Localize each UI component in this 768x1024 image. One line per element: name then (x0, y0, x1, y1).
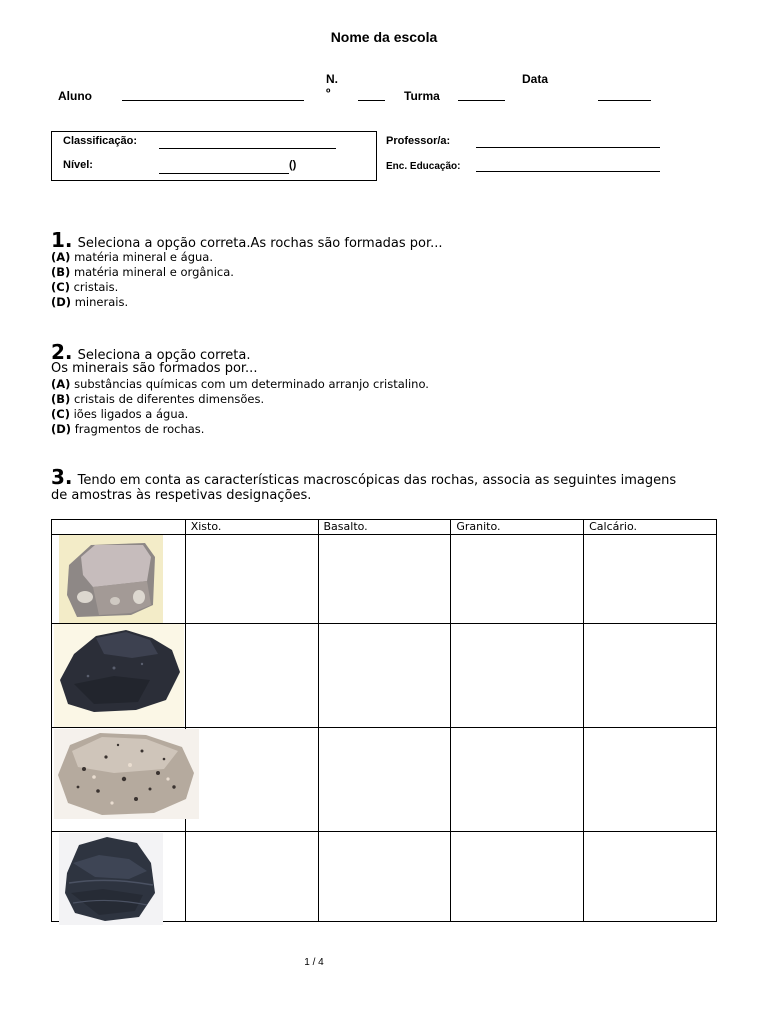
answer-cell[interactable] (584, 728, 717, 832)
numero-label: N. (326, 72, 338, 86)
question-2-options (51, 377, 429, 437)
question-2-number: 2. (51, 340, 73, 364)
question-3 (51, 465, 731, 489)
answer-cell[interactable] (584, 832, 717, 922)
dark-basalt-rock-image (54, 624, 184, 727)
aluno-label: Aluno (58, 89, 92, 103)
option-2d[interactable]: (D) fragmentos de rochas. (51, 422, 205, 436)
question-1 (51, 228, 443, 252)
nivel-suffix: () (289, 159, 297, 171)
nivel-label: Nível: (63, 159, 93, 171)
classificacao-label: Classificação: (63, 135, 137, 147)
classification-box (51, 131, 377, 181)
answer-cell[interactable] (318, 728, 451, 832)
answer-cell[interactable] (584, 624, 717, 728)
data-blank[interactable] (598, 100, 651, 101)
numero-label-suffix: º (326, 86, 331, 100)
answer-cell[interactable] (451, 624, 584, 728)
option-1d[interactable]: (D) minerais. (51, 295, 129, 309)
answer-cell[interactable] (318, 624, 451, 728)
answer-cell[interactable] (185, 728, 318, 832)
turma-label: Turma (404, 89, 440, 103)
question-2-text-2: Os minerais são formados por... (51, 361, 258, 376)
option-2b[interactable]: (B) cristais de diferentes dimensões. (51, 392, 265, 406)
answer-cell[interactable] (451, 728, 584, 832)
light-grey-rock-image (59, 535, 163, 623)
answer-cell[interactable] (318, 535, 451, 624)
column-basalto: Basalto. (318, 520, 451, 535)
table-header-empty (52, 520, 186, 535)
answer-cell[interactable] (451, 832, 584, 922)
answer-cell[interactable] (185, 624, 318, 728)
column-granito: Granito. (451, 520, 584, 535)
school-title: Nome da escola (330, 29, 438, 45)
enc-educacao-label: Enc. Educação: (386, 161, 461, 172)
aluno-blank[interactable] (122, 100, 304, 101)
option-1b[interactable]: (B) matéria mineral e orgânica. (51, 265, 234, 279)
question-1-text: Seleciona a opção correta.As rochas são formadas por... (77, 236, 443, 251)
option-1c[interactable]: (C) cristais. (51, 280, 119, 294)
answer-cell[interactable] (185, 832, 318, 922)
option-1a[interactable]: (A) matéria mineral e água. (51, 250, 213, 264)
dark-layered-rock-image (59, 833, 163, 925)
answer-cell[interactable] (318, 832, 451, 922)
classificacao-blank[interactable] (159, 148, 336, 149)
numero-blank[interactable] (358, 100, 385, 101)
answer-cell[interactable] (584, 535, 717, 624)
enc-educacao-blank[interactable] (476, 171, 660, 172)
data-label: Data (522, 72, 549, 86)
question-3-text: Tendo em conta as características macroscópicas das rochas, associa as seguintes imagens (77, 473, 677, 488)
question-1-number: 1. (51, 228, 73, 252)
column-calcario: Calcário. (584, 520, 717, 535)
table-header-row (52, 520, 717, 535)
turma-blank[interactable] (458, 100, 505, 101)
professor-label: Professor/a: (386, 135, 451, 147)
professor-blank[interactable] (476, 147, 660, 148)
page-number: 1 / 4 (304, 957, 324, 968)
column-xisto: Xisto. (185, 520, 318, 535)
option-2c[interactable]: (C) iões ligados a água. (51, 407, 189, 421)
question-3-text-2: de amostras às respetivas designações. (51, 488, 312, 503)
question-1-options (51, 250, 234, 310)
answer-cell[interactable] (451, 535, 584, 624)
question-2-text: Seleciona a opção correta. (77, 348, 251, 363)
option-2a[interactable]: (A) substâncias químicas com um determinado arranjo cristalino. (51, 377, 429, 391)
answer-cell[interactable] (185, 535, 318, 624)
question-3-number: 3. (51, 465, 73, 489)
nivel-blank[interactable] (159, 173, 289, 174)
speckled-granite-rock-image (54, 729, 199, 819)
